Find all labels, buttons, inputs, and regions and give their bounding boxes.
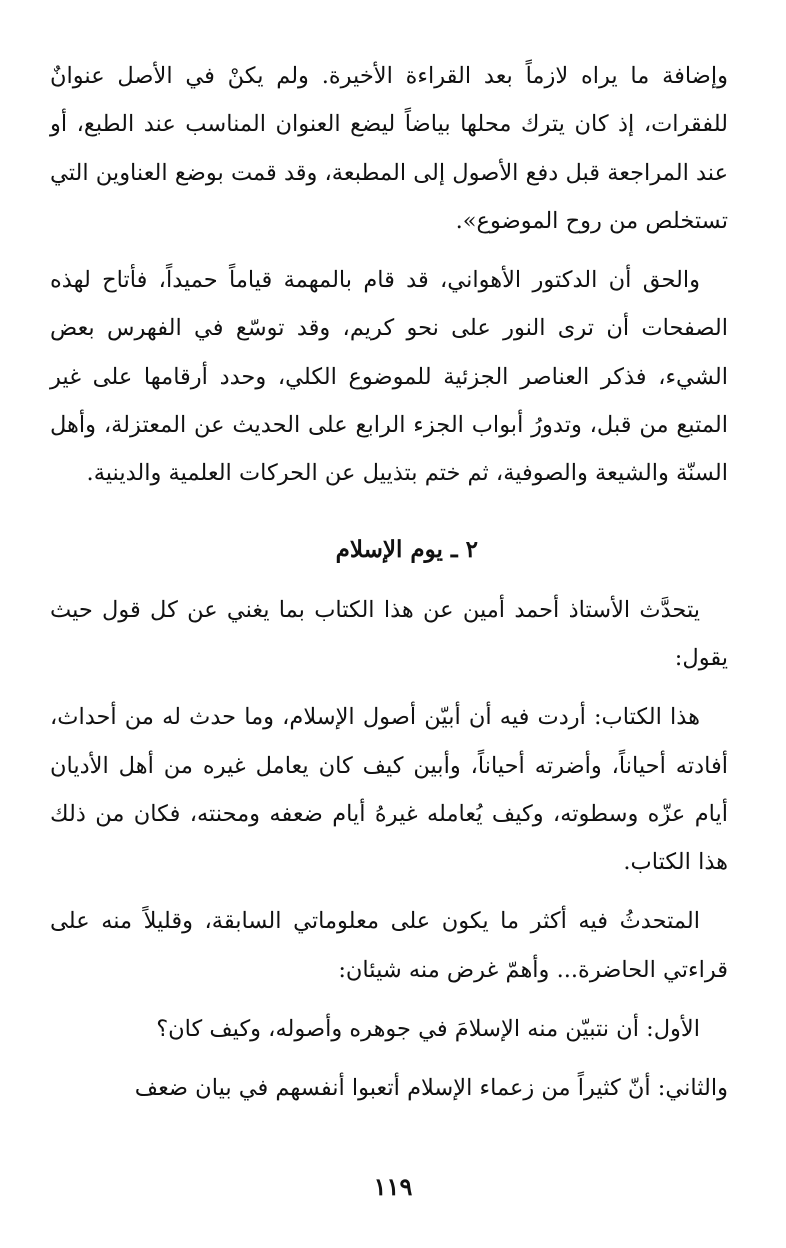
paragraph-first-aim: الأول: أن نتبيّن منه الإسلامَ في جوهره وأصوله، وكيف كان؟ (156, 1016, 700, 1043)
page-number: ١١٩ (373, 1172, 413, 1201)
paragraph-book-quote: هذا الكتاب: أردت فيه أن أبيّن أصول الإسلام، وما حدث له من أحداث، أفادته أحياناً، وأضرته أحياناً، وأبين كيف كان يعامل غيره من أهل الأديان أيام عزّه وسطوته، وكيف يُعامله غيرهُ أيام ضعفه ومحنته، فكان من ذلك هذا الكتاب. (50, 704, 728, 876)
paragraph-quote-end: وإضافة ما يراه لازماً بعد القراءة الأخيرة. ولم يكنْ في الأصل عنوانٌ للفقرات، إذ كان يترك محلها بياضاً ليضع العنوان المناسب عند الطبع، أو عند المراجعة قبل دفع الأصول إلى المطبعة، وقد قمت بوضع العناوين التي تستخلص من روح الموضوع». (50, 63, 728, 234)
paragraph-ahwani: والحق أن الدكتور الأهواني، قد قام بالمهمة قياماً حميداً، فأتاح لهذه الصفحات أن ترى النور على نحو كريم، وقد توسّع في الفهرس بعض الشيء، فذكر العناصر الجزئية للموضوع الكلي، وحدد أرقامها على غير المتبع من قبل، وتدورُ أبواب الجزء الرابع على الحديث عن المعتزلة، وأهل السنّة والشيعة والصوفية، ثم ختم بتذييل عن الحركات العلمية والدينية. (50, 267, 728, 487)
paragraph-second-aim: والثاني: أنّ كثيراً من زعماء الإسلام أتعبوا أنفسهم في بيان ضعف (134, 1075, 728, 1102)
paragraph-speaker: المتحدثُ فيه أكثر ما يكون على معلوماتي السابقة، وقليلاً منه على قراءتي الحاضرة... وأهمّ غرض منه شيئان: (50, 908, 728, 983)
section-heading: ٢ ـ يوم الإسلام (335, 535, 478, 563)
paragraph-intro: يتحدَّث الأستاذ أحمد أمين عن هذا الكتاب بما يغني عن كل قول حيث يقول: (50, 596, 728, 671)
